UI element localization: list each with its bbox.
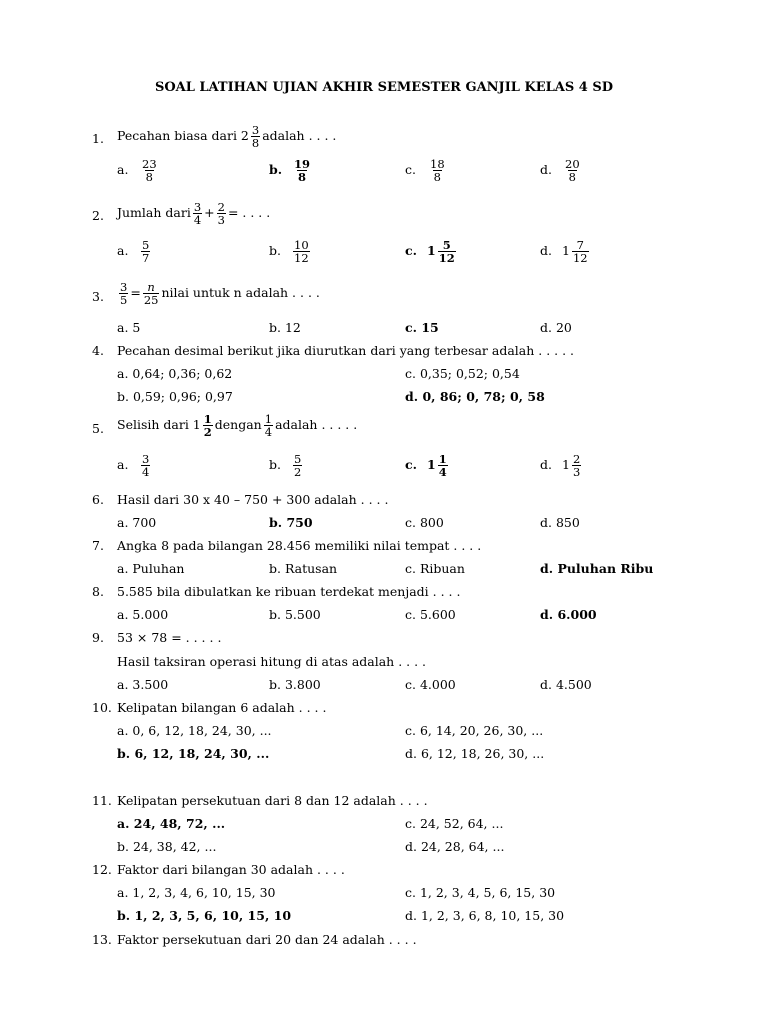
q1-option-c[interactable]: c. $\frac{18}{8}$ <box>405 157 445 184</box>
q2-option-b[interactable]: b. $\frac{10}{12}$ <box>269 238 309 265</box>
q1-text <box>117 124 336 149</box>
q4-option-c[interactable]: c. 0,35; 0,52; 0,54 <box>405 366 520 381</box>
q13-text: Faktor persekutuan dari 20 dan 24 adalah . . . . <box>117 932 417 947</box>
q2-option-a[interactable]: a. $\frac{5}{7}$ <box>117 238 150 265</box>
q9-number: 9. <box>92 630 104 645</box>
q12-text: Faktor dari bilangan 30 adalah . . . . <box>117 862 345 877</box>
q5-number: 5. <box>92 421 104 436</box>
q9-text2: Hasil taksiran operasi hitung di atas adalah . . . . <box>117 654 427 669</box>
q4-number: 4. <box>92 343 104 358</box>
q6-option-d[interactable]: d. 850 <box>540 515 580 530</box>
q4-option-d[interactable]: d. 0, 86; 0, 78; 0, 58 <box>405 389 545 404</box>
q9-option-c[interactable]: c. 4.000 <box>405 677 456 692</box>
q6-option-a[interactable]: a. 700 <box>117 515 157 530</box>
q6-option-b[interactable]: b. 750 <box>269 515 313 530</box>
q10-option-d[interactable]: d. 6, 12, 18, 26, 30, ... <box>405 746 545 761</box>
q9-text: 53 × 78 = . . . . . <box>117 630 222 645</box>
q3-option-b[interactable]: b. 12 <box>269 320 301 335</box>
q8-number: 8. <box>92 584 104 599</box>
q13-number: 13. <box>92 932 112 947</box>
q11-number: 11. <box>92 793 112 808</box>
q8-option-c[interactable]: c. 5.600 <box>405 607 456 622</box>
q9-option-a[interactable]: a. 3.500 <box>117 677 169 692</box>
q4-text: Pecahan desimal berikut jika diurutkan dari yang terbesar adalah . . . . . <box>117 343 575 358</box>
q5-option-c[interactable]: c. 1 $\frac{1}{4}$ <box>405 452 447 479</box>
q11-option-d[interactable]: d. 24, 28, 64, ... <box>405 839 505 854</box>
q3-option-c[interactable]: c. 15 <box>405 320 439 335</box>
q5-option-d[interactable]: d. 1 $\frac{2}{3}$ <box>540 452 581 479</box>
q5-option-a[interactable]: a. $\frac{3}{4}$ <box>117 452 150 479</box>
q4-option-b[interactable]: b. 0,59; 0,96; 0,97 <box>117 389 233 404</box>
q8-text: 5.585 bila dibulatkan ke ribuan terdekat menjadi . . . . <box>117 584 461 599</box>
q10-number: 10. <box>92 700 112 715</box>
q10-text: Kelipatan bilangan 6 adalah . . . . <box>117 700 327 715</box>
q3-text: $\frac{3}{5}$ = $\frac{n}{25}$ nilai untuk n adalah . . . . <box>120 280 320 307</box>
q8-option-d[interactable]: d. 6.000 <box>540 607 597 622</box>
q12-number: 12. <box>92 862 112 877</box>
q12-option-a[interactable]: a. 1, 2, 3, 4, 6, 10, 15, 30 <box>117 885 276 900</box>
q7-option-b[interactable]: b. Ratusan <box>269 561 338 576</box>
q7-option-d[interactable]: d. Puluhan Ribu <box>540 561 654 576</box>
q2-text: Jumlah dari $\frac{3}{4}$ + $\frac{2}{3}$ = . . . . <box>117 200 271 227</box>
q12-option-b[interactable]: b. 1, 2, 3, 5, 6, 10, 15, 10 <box>117 908 292 923</box>
q11-option-a[interactable]: a. 24, 48, 72, ... <box>117 816 226 831</box>
q10-option-b[interactable]: b. 6, 12, 18, 24, 30, ... <box>117 746 270 761</box>
q1-option-b[interactable]: b. $\frac{19}{8}$ <box>269 157 311 184</box>
q1-number: 1. <box>92 131 104 146</box>
q1-option-d[interactable]: d. $\frac{20}{8}$ <box>540 157 580 184</box>
q5-option-b[interactable]: b. $\frac{5}{2}$ <box>269 452 302 479</box>
q9-option-d[interactable]: d. 4.500 <box>540 677 592 692</box>
q3-number: 3. <box>92 289 104 304</box>
q12-option-d[interactable]: d. 1, 2, 3, 6, 8, 10, 15, 30 <box>405 908 565 923</box>
q3-option-d[interactable]: d. 20 <box>540 320 572 335</box>
q1-fraction: $\frac{3}{8}$ <box>251 123 260 150</box>
q7-text: Angka 8 pada bilangan 28.456 memiliki nilai tempat . . . . <box>117 538 482 553</box>
q2-number: 2. <box>92 208 104 223</box>
page-title: SOAL LATIHAN UJIAN AKHIR SEMESTER GANJIL KELAS 4 SD <box>154 80 614 95</box>
q11-option-b[interactable]: b. 24, 38, 42, ... <box>117 839 217 854</box>
q1-pre: Pecahan biasa dari 2 <box>117 128 249 143</box>
q6-text: Hasil dari 30 x 40 – 750 + 300 adalah . . . . <box>117 492 389 507</box>
q10-option-a[interactable]: a. 0, 6, 12, 18, 24, 30, ... <box>117 723 272 738</box>
q11-option-c[interactable]: c. 24, 52, 64, ... <box>405 816 504 831</box>
q1-post: adalah . . . . <box>262 128 337 143</box>
q7-number: 7. <box>92 538 104 553</box>
q2-option-c[interactable]: c. 1 $\frac{5}{12}$ <box>405 238 455 265</box>
q8-option-a[interactable]: a. 5.000 <box>117 607 169 622</box>
q10-option-c[interactable]: c. 6, 14, 20, 26, 30, ... <box>405 723 544 738</box>
q11-text: Kelipatan persekutuan dari 8 dan 12 adalah . . . . <box>117 793 428 808</box>
q5-text: Selisih dari 1 $\frac{1}{2}$ dengan $\frac{1}{4}$ adalah . . . . . <box>117 412 358 439</box>
q8-option-b[interactable]: b. 5.500 <box>269 607 321 622</box>
q3-option-a[interactable]: a. 5 <box>117 320 141 335</box>
q6-number: 6. <box>92 492 104 507</box>
q2-option-d[interactable]: d. 1 $\frac{7}{12}$ <box>540 238 588 265</box>
q12-option-c[interactable]: c. 1, 2, 3, 4, 5, 6, 15, 30 <box>405 885 556 900</box>
q1-option-a[interactable]: a. $\frac{23}{8}$ <box>117 157 157 184</box>
q7-option-a[interactable]: a. Puluhan <box>117 561 185 576</box>
q4-option-a[interactable]: a. 0,64; 0,36; 0,62 <box>117 366 233 381</box>
q6-option-c[interactable]: c. 800 <box>405 515 444 530</box>
q7-option-c[interactable]: c. Ribuan <box>405 561 465 576</box>
q9-option-b[interactable]: b. 3.800 <box>269 677 321 692</box>
